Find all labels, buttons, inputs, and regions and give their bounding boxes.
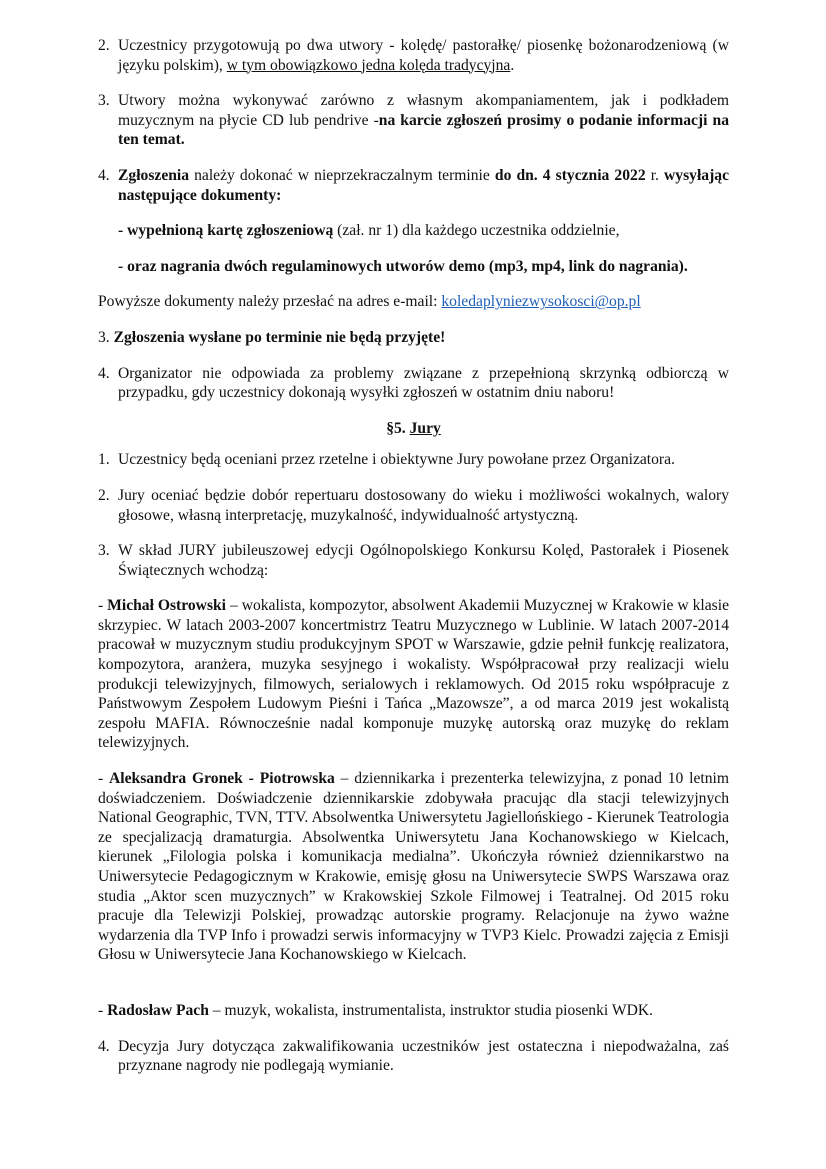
item-text: Uczestnicy przygotowują po dwa utwory - kolędę/ pastorałkę/ piosenkę bożonarodzeniową (w języku polskim),	[118, 37, 729, 74]
rule-item-2: 2. Uczestnicy przygotowują po dwa utwory - kolędę/ pastorałkę/ piosenkę bożonarodzeniową (w języku polskim), w tym obowiązkowo jedna kolęda tradycyjna.	[98, 37, 729, 74]
item-number: 4.	[98, 1037, 110, 1055]
item-number: 4.	[98, 166, 110, 184]
jury-item-1	[98, 450, 729, 470]
item-text: Uczestnicy będą oceniani przez rzetelne i obiektywne Jury powołane przez Organizatora.	[118, 451, 675, 469]
regulations-page	[98, 36, 729, 1076]
item-number: 1.	[98, 451, 110, 469]
email-link[interactable]: koledaplyniezwysokosci@op.pl	[441, 293, 641, 311]
rule-item-4: 4. Zgłoszenia należy dokonać w nieprzekraczalnym terminie do dn. 4 stycznia 2022 r. wysyłając następujące dokumenty:	[98, 166, 729, 204]
rule-item-3	[98, 91, 729, 150]
jury-member-name: Aleksandra Gronek - Piotrowska	[109, 770, 335, 788]
section-heading: §5. Jury	[386, 419, 441, 437]
item-text: Decyzja Jury dotycząca zakwalifikowania uczestników jest ostateczna i niepodważalna, zaś przyznane nagrody nie podlegają wymianie.	[118, 1037, 729, 1075]
jury-item-3	[98, 541, 729, 580]
jury-member-bio: - Aleksandra Gronek - Piotrowska – dziennikarka i prezenterka telewizyjna, z ponad 10 letnim doświadczeniem. Doświadczenie dziennikarskie zdobywała pracując dla stacji telewizyjnych National Geographic, TVN, TTV. Absolwentka Uniwersytetu Jagiellońskiego - Kierunek Teatrologia ze specjalizacją dramaturgia. Absolwentka Uniwersytetu Jana Kochanowskiego w Kielcach, kierunek „Filologia polska i komunikacja medialna”. Ukończyła również dziennikarstwo na Uniwersytecie Pedagogicznym w Krakowie, emisję głosu na Uniwersytecie SWPS Warszawa oraz studia „Aktor scen muzycznych” w Krakowskiej Szkole Filmowej i Teatralnej. Od 2015 roku pracuje dla Telewizji Polskiej, prowadząc autorskie programy. Relacjonuje na żywo ważne wydarzenia dla TVP Info i prowadzi serwis informacyjny w TVP3 Kielc. Prowadzi zajęcia z Emisji Głosu w Uniwersytecie Jana Kochanowskiego w Kielcach.	[98, 770, 730, 964]
item-text: Utwory można wykonywać zarówno z własnym akompaniamentem, jak i podkładem muzycznym na płycie CD lub pendrive -	[118, 92, 729, 129]
jury-member-name: Radosław Pach	[107, 1001, 209, 1019]
item-number: 3.	[98, 92, 110, 110]
item-number: 2.	[98, 37, 110, 54]
jury-item-2	[98, 486, 729, 525]
item-text: W skład JURY jubileuszowej edycji Ogólnopolskiego Konkursu Kolęd, Pastorałek i Piosenek Świątecznych wchodzą:	[118, 542, 729, 579]
item-number: 4.	[98, 364, 110, 382]
jury-member-bio: - Radosław Pach – muzyk, wokalista, instrumentalista, instruktor studia piosenki WDK.	[98, 1001, 653, 1019]
jury-member-name: Michał Ostrowski	[107, 597, 227, 615]
organizer-disclaimer	[98, 364, 729, 403]
jury-item-4	[98, 1037, 729, 1076]
underlined-requirement: w tym obowiązkowo jedna kolęda tradycyjna	[226, 56, 511, 74]
bold-note: na karcie zgłoszeń prosimy o podanie informacji na ten temat.	[118, 111, 729, 149]
item-text: Organizator nie odpowiada za problemy związane z przepełnioną skrzynką odbiorczą w przypadku, gdy uczestnicy dokonają wysyłki zgłoszeń w ostatnim dniu naboru!	[118, 364, 729, 402]
required-document-2: - oraz nagrania dwóch regulaminowych utworów demo (mp3, mp4, link do nagrania).	[118, 257, 688, 275]
required-document-1: - wypełnioną kartę zgłoszeniową (zał. nr 1) dla każdego uczestnika oddzielnie,	[118, 222, 620, 240]
item-number: 2.	[98, 486, 110, 504]
item-number: 3.	[98, 542, 110, 560]
late-submission-note: 3. Zgłoszenia wysłane po terminie nie będą przyjęte!	[98, 328, 446, 346]
section-title: Jury	[409, 419, 441, 437]
jury-member-bio: - Michał Ostrowski – wokalista, kompozytor, absolwent Akademii Muzycznej w Krakowie w klasie skrzypiec. W latach 2003-2007 koncertmistrz Teatru Muzycznego w Lublinie. W latach 2007-2014 pracował w muzycznym studiu produkcyjnym SPOT w Warszawie, gdzie pełnił funkcję realizatora, kompozytora, aranżera, muzyka sesyjnego i wokalisty. Współpracował przy realizacji wielu produkcji telewizyjnych, filmowych, serialowych i reklamowych. Od 2015 roku współpracuje z Państwowym Zespołem Ludowym Pieśni i Tańca „Mazowsze”, a od marca 2019 jest wokalistą zespołu MAFIA. Równocześnie nadal komponuje muzykę autorską oraz muzykę do reklam telewizyjnych.	[98, 597, 729, 752]
email-instruction: Powyższe dokumenty należy przesłać na adres e-mail: koledaplyniezwysokosci@op.pl	[98, 293, 641, 311]
deadline: do dn. 4 stycznia 2022	[494, 166, 646, 184]
item-text: Jury oceniać będzie dobór repertuaru dostosowany do wieku i możliwości wokalnych, walory głosowe, własną interpretację, muzykalność, indywidualność artystyczną.	[118, 486, 729, 524]
